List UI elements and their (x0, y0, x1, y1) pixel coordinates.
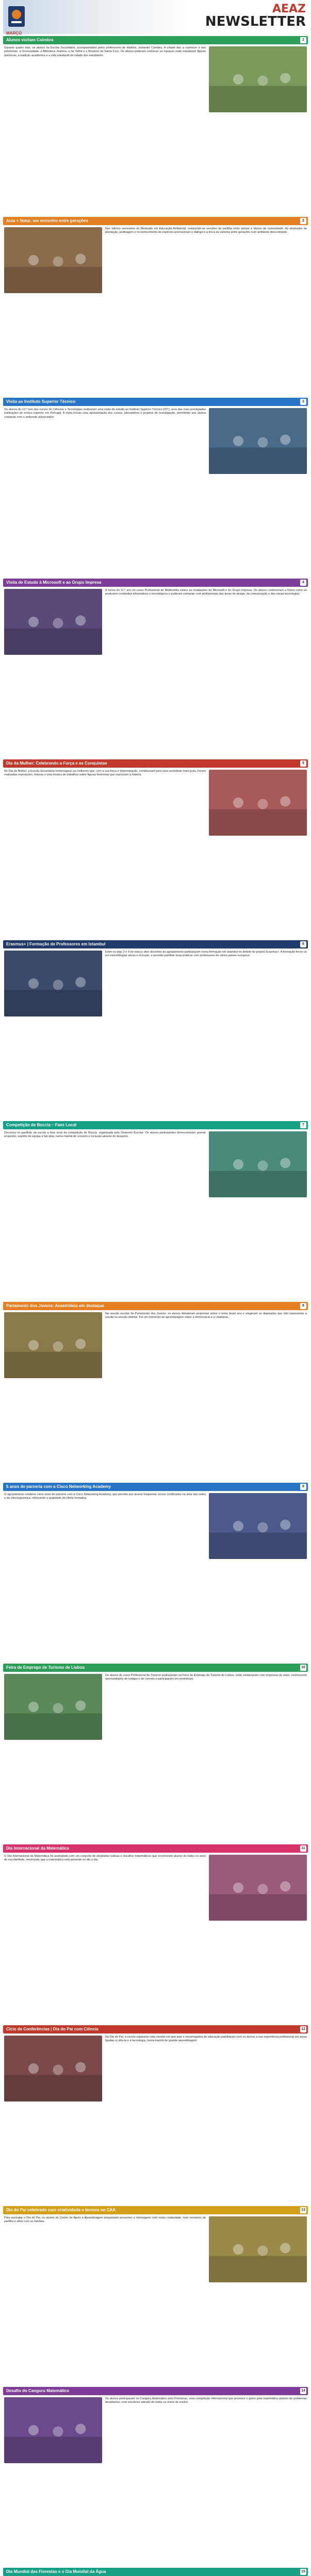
article-section (3, 1121, 308, 1300)
article-paragraph: Entre os dias 3 e 9 de março, dois docentes do agrupamento participaram numa formação em Istambul no âmbito do projeto Erasmus+. A formação focou-se em metodologias ativas e inclusão, e permitiu partilhar boas práticas com professores de vários países europeus. (105, 951, 307, 958)
photo-icon (209, 770, 307, 836)
article-number: 13 (300, 2207, 306, 2213)
article-body (3, 225, 308, 295)
article-photo (4, 951, 102, 1016)
article-title-bar (3, 940, 308, 948)
article-title-bar (3, 1664, 308, 1672)
article-number: 6 (300, 941, 306, 947)
article-text (4, 2216, 206, 2282)
article-section (3, 1302, 308, 1481)
article-paragraph: O Dia Internacional da Matemática foi assinalado com um conjunto de atividades lúdicas e desafios matemáticos que envolveram alunos de todos os anos de escolaridade, mostrando que a matemática está presente no dia a dia. (4, 1855, 206, 1862)
article-body (3, 2214, 308, 2284)
header-strip (3, 0, 189, 34)
photo-icon (4, 589, 102, 655)
article-title-bar (3, 217, 308, 225)
article-text (4, 1493, 206, 1559)
article-photo (209, 1493, 307, 1559)
article-body (3, 1129, 308, 1199)
article-text (105, 2036, 307, 2102)
photo-icon (209, 408, 307, 474)
article-text (4, 770, 206, 836)
article-paragraph: Os alunos do curso Profissional de Turismo participaram na Feira de Emprego de Turismo de Lisboa, onde contactaram com empresas do setor, conheceram oportunidades de estágio e de carreira e participaram em workshops. (105, 1674, 307, 1681)
article-paragraph: No Dia do Pai, a escola organizou uma sessão em que pais e encarregados de educação partilharam com os alunos a sua experiência profissional em áreas ligadas à ciência e à tecnologia, numa manhã de grande aprendizagem. (105, 2036, 307, 2043)
article-paragraph: Decorreu no pavilhão da escola a fase local da competição de Boccia, organizada pelo Desporto Escolar. Os alunos participantes demonstraram grande empenho, espírito de equipa e fair-play, numa manhã de convívio e inclusão através do desporto. (4, 1131, 206, 1139)
article-photo (209, 408, 307, 474)
article-title-bar (3, 1302, 308, 1310)
article-photo (4, 589, 102, 655)
article-number: 14 (300, 2388, 306, 2394)
article-paragraph: No Dia da Mulher, a Escola Secundária homenageou as mulheres que, com a sua força e determinação, contribuíram para uma sociedade mais justa. Foram realizadas exposições, leituras e uma mostra de trabalhos sobre figuras femininas que marcaram a história. (4, 770, 206, 777)
article-photo (4, 1312, 102, 1378)
article-section (3, 759, 308, 938)
article-title: Desafio do Canguru Matemático (6, 2388, 70, 2393)
photo-icon (4, 2036, 102, 2102)
article-text (105, 1674, 307, 1740)
article-paragraph: O agrupamento celebrou cinco anos de parceria com a Cisco Networking Academy, que permite aos alunos frequentar cursos certificados na área das redes e da cibersegurança, reforçando a qualidade da oferta formativa. (4, 1493, 206, 1500)
article-photo (209, 770, 307, 836)
header (3, 0, 308, 34)
photo-icon (209, 1855, 307, 1921)
article-title: Visita de Estudo à Microsoft e ao Grupo Impresa (6, 580, 102, 585)
article-body (3, 44, 308, 114)
article-paragraph: Os alunos participaram no Canguru Matemático sem Fronteiras, uma competição internacional que promove o gosto pela matemática através de problemas desafiantes, com excelente adesão de todos os níveis de ensino. (105, 2397, 307, 2404)
article-title: Dia do Pai celebrado com criatividade e ternura no CAA (6, 2207, 116, 2212)
article-body (3, 2395, 308, 2465)
article-number: 1 (300, 37, 306, 43)
article-section (3, 2568, 308, 2576)
article-title-bar (3, 2025, 308, 2033)
article-text (105, 2397, 307, 2463)
article-title: Visita ao Instituto Superior Técnico (6, 399, 76, 404)
article-section (3, 2387, 308, 2566)
article-title-bar (3, 579, 308, 587)
article-section (3, 1664, 308, 1842)
article-paragraph: A turma do 11.º ano do curso Profissional de Multimédia visitou as instalações da Microsoft e do Grupo Impresa. Os alunos conheceram a forma como se produzem conteúdos informativos e tecnológicos e puderam contactar com profissionais das áreas do design, da comunicação e das novas tecnologias. (105, 589, 307, 596)
article-title: Feira de Emprego de Turismo de Lisboa (6, 1665, 85, 1670)
article-title-bar (3, 36, 308, 44)
article-title: Dia Internacional da Matemática (6, 1845, 69, 1851)
article-number: 15 (300, 2569, 306, 2575)
article-text (4, 408, 206, 474)
article-photo (209, 2216, 307, 2282)
article-section (3, 579, 308, 757)
article-body (3, 1310, 308, 1380)
article-title-bar (3, 2568, 308, 2576)
article-body (3, 768, 308, 838)
article-body (3, 406, 308, 476)
article-title: Parlamento dos Jovens: Assembleia em destaque (6, 1303, 104, 1308)
newsletter-title (205, 3, 306, 28)
article-body (3, 1672, 308, 1742)
article-paragraph: Nos últimos semestres do Mestrado em Educação Ambiental, realizaram-se sessões de partilha entre alunos e idosos da comunidade. As atividades de plantação, jardinagem e reconhecimento de espécies promoveram o diálogo e a troca de saberes entre gerações num ambiente descontraído. (105, 227, 307, 234)
photo-icon (209, 2216, 307, 2282)
photo-icon (4, 1312, 102, 1378)
article-title: Dia da Mulher: Celebrando a Força e as Conquistas (6, 760, 107, 766)
article-body (3, 948, 308, 1019)
school-logo-icon (6, 4, 27, 29)
article-title: Ciclo de Conferências | Dia do Pai com Ciência (6, 2026, 99, 2031)
article-section (3, 1844, 308, 2023)
article-paragraph: Para assinalar o Dia do Pai, os alunos do Centro de Apoio à Aprendizagem prepararam presentes e mensagens com muita criatividade, num momento de partilha e afeto com as famílias. (4, 2216, 206, 2224)
article-photo (4, 2036, 102, 2102)
article-number: 4 (300, 580, 306, 586)
article-photo (4, 227, 102, 293)
article-title: 5 anos de parceria com a Cisco Networking Academy (6, 1484, 111, 1489)
article-section (3, 2206, 308, 2385)
article-section (3, 217, 308, 396)
article-title: Dia Mundial das Florestas e o Dia Mundial da Água (6, 2569, 106, 2574)
article-paragraph: Os alunos do 12.º ano dos cursos de Ciências e Tecnologias realizaram uma visita de estudo ao Instituto Superior Técnico (IST), uma das mais prestigiadas instituições de ensino superior em Portugal. A visita incluiu uma apresentação dos cursos, laboratórios e projetos de investigação, permitindo aos alunos contactar com o ambiente universitário. (4, 408, 206, 419)
article-text (4, 46, 206, 112)
articles-list (3, 36, 308, 2576)
photo-icon (4, 227, 102, 293)
photo-icon (4, 951, 102, 1016)
article-text (105, 589, 307, 655)
article-paragraph: Na sessão escolar do Parlamento dos Jovens, os alunos debateram propostas sobre o tema deste ano e elegeram os deputados que irão representar a escola na sessão distrital. Foi um momento de aprendizagem sobre a democracia e a cidadania. (105, 1312, 307, 1319)
article-number: 12 (300, 2026, 306, 2032)
article-photo (209, 46, 307, 112)
article-title-bar (3, 1483, 308, 1491)
article-text (4, 1855, 206, 1921)
article-section (3, 2025, 308, 2204)
article-number: 5 (300, 760, 306, 767)
article-number: 3 (300, 399, 306, 405)
article-body (3, 587, 308, 657)
article-text (105, 227, 307, 293)
article-text (105, 951, 307, 1016)
article-photo (209, 1855, 307, 1921)
article-title-bar (3, 1844, 308, 1853)
article-title-bar (3, 2387, 308, 2395)
article-number: 8 (300, 1303, 306, 1309)
article-number: 10 (300, 1665, 306, 1671)
photo-icon (209, 1493, 307, 1559)
photo-icon (209, 1131, 307, 1197)
article-photo (4, 2397, 102, 2463)
article-title-bar (3, 759, 308, 768)
article-text (105, 1312, 307, 1378)
title-line1: AEAZ (272, 3, 306, 15)
article-number: 2 (300, 218, 306, 224)
article-title-bar (3, 2206, 308, 2214)
article-title: Aula + Natur, um encontro entre gerações (6, 218, 88, 223)
issue-month: MARÇO (6, 31, 22, 36)
article-paragraph: Durante quatro dias, os alunos da Escola Secundária, acompanhados pelos professores de História, visitaram Coimbra. A cidade deu a conhecer o seu património: a Universidade, a Biblioteca Joanina, a Sé Velha e o Mosteiro de Santa Cruz. Os alunos puderam conhecer os espaços onde estudaram figuras históricas, a tradição académica e a vida estudantil da cidade dos estudantes. (4, 46, 206, 57)
article-body (3, 2033, 308, 2104)
article-number: 11 (300, 1845, 306, 1852)
article-number: 7 (300, 1122, 306, 1128)
article-section (3, 36, 308, 215)
photo-icon (4, 1674, 102, 1740)
article-body (3, 1491, 308, 1561)
title-line2: NEWSLETTER (205, 14, 306, 29)
article-number: 9 (300, 1484, 306, 1490)
article-title-bar (3, 1121, 308, 1129)
article-photo (209, 1131, 307, 1197)
photo-icon (4, 2397, 102, 2463)
article-title: Alunos visitam Coimbra (6, 37, 54, 42)
article-section (3, 398, 308, 577)
article-section (3, 940, 308, 1119)
photo-icon (209, 46, 307, 112)
article-section (3, 1483, 308, 1662)
article-text (4, 1131, 206, 1197)
article-photo (4, 1674, 102, 1740)
article-body (3, 1853, 308, 1923)
article-title: Competição de Boccia – Fase Local (6, 1122, 77, 1127)
article-title: Erasmus+ | Formação de Professores em Istambul (6, 941, 106, 946)
article-title-bar (3, 398, 308, 406)
